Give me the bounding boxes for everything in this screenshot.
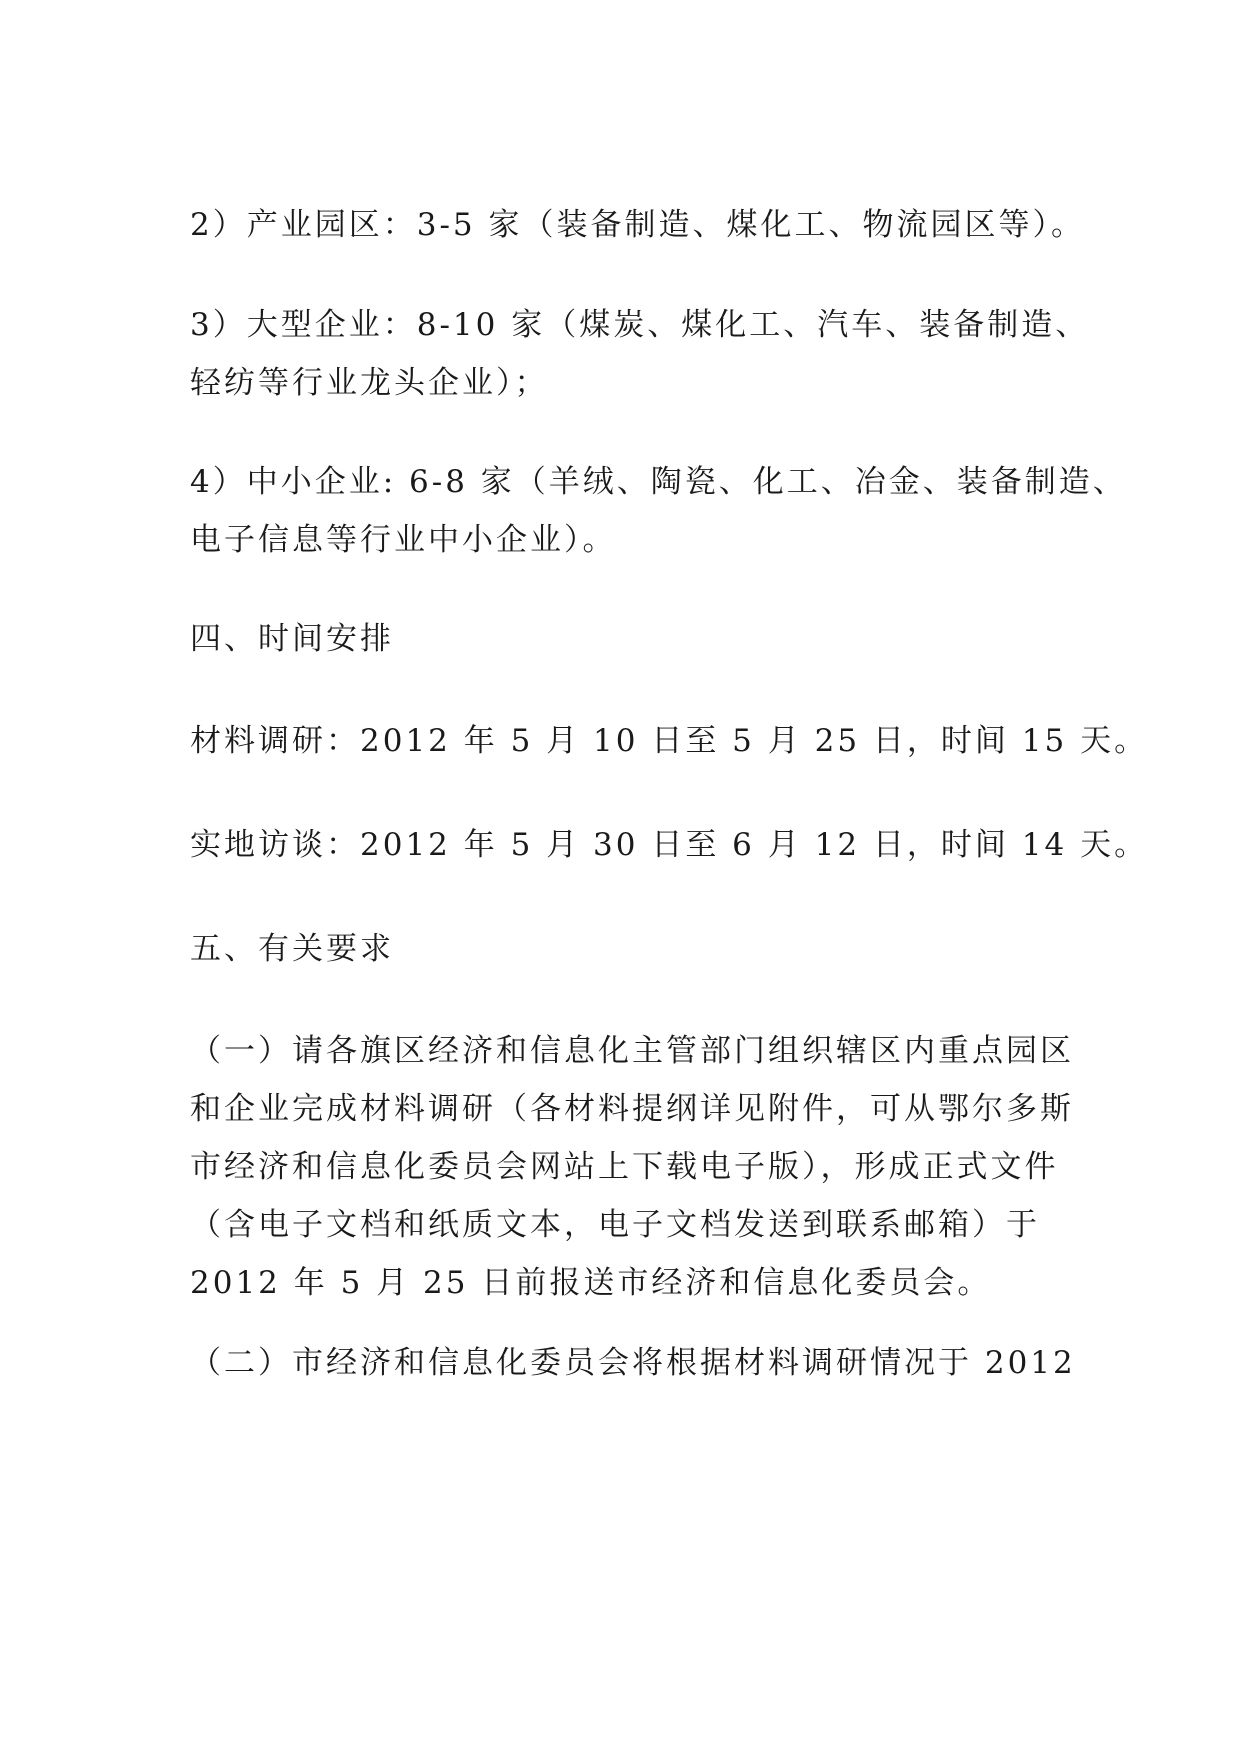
heading-text: 五、有关要求 — [190, 931, 394, 967]
text-line: 轻纺等行业龙头企业）； — [190, 365, 549, 401]
section-heading-schedule — [190, 610, 1060, 668]
text-line: 4）中小企业: 6-8 家（羊绒、陶瓷、化工、冶金、装备制造、 — [190, 464, 1127, 500]
paragraph-field-interviews — [190, 816, 1149, 874]
paragraph-large-enterprises — [190, 296, 1090, 412]
text-line: 实地访谈：2012 年 5 月 30 日至 6 月 12 日，时间 14 天。 — [190, 827, 1149, 863]
heading-text: 四、时间安排 — [190, 621, 394, 657]
text-line: （二）市经济和信息化委员会将根据材料调研情况于 2012 — [190, 1345, 1076, 1381]
text-line: （一）请各旗区经济和信息化主管部门组织辖区内重点园区 — [190, 1033, 1074, 1069]
text-line: 和企业完成材料调研（各材料提纲详见附件，可从鄂尔多斯 — [190, 1091, 1074, 1127]
paragraph-material-research — [190, 712, 1149, 770]
text-line: 电子信息等行业中小企业）。 — [190, 522, 617, 558]
section-heading-requirements — [190, 920, 1060, 978]
text-line: 2012 年 5 月 25 日前报送市经济和信息化委员会。 — [190, 1265, 992, 1301]
paragraph-sme — [190, 453, 1127, 569]
paragraph-requirement-2 — [190, 1334, 1076, 1392]
text-line: 2）产业园区：3-5 家（装备制造、煤化工、物流园区等）。 — [190, 207, 1085, 243]
paragraph-requirement-1 — [190, 1022, 1074, 1312]
text-line: 市经济和信息化委员会网站上下载电子版），形成正式文件 — [190, 1149, 1059, 1185]
text-line: 3）大型企业：8-10 家（煤炭、煤化工、汽车、装备制造、 — [190, 307, 1090, 343]
text-line: 材料调研：2012 年 5 月 10 日至 5 月 25 日，时间 15 天。 — [190, 723, 1149, 759]
text-line: （含电子文档和纸质文本，电子文档发送到联系邮箱）于 — [190, 1207, 1040, 1243]
paragraph-industrial-parks — [190, 196, 1085, 254]
